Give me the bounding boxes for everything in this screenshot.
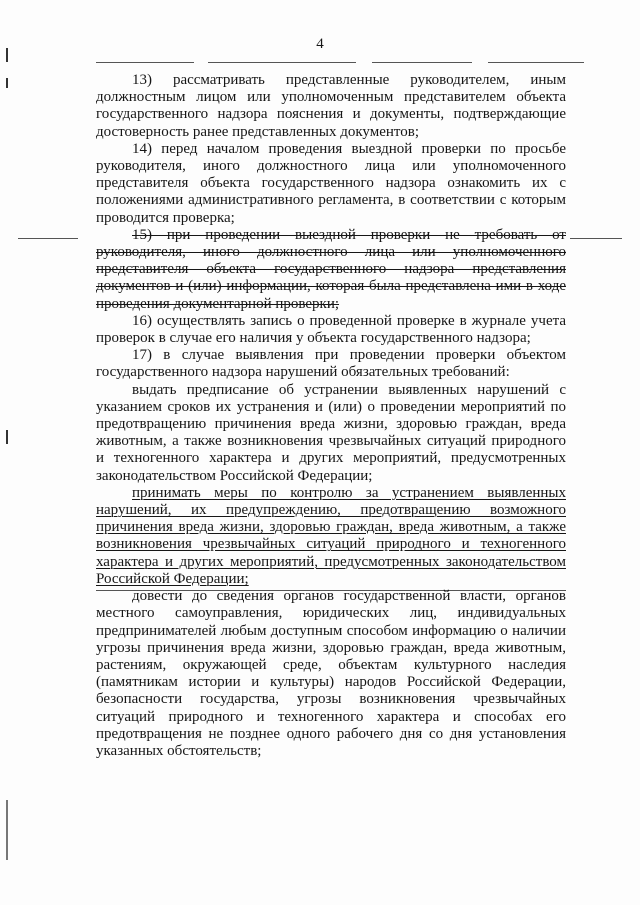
paragraph-16: 16) осуществлять запись о проведенной проверке в журнале учета проверок в случае его наличия у объекта государственного надзора; bbox=[96, 312, 566, 347]
paragraph-17: 17) в случае выявления при проведении проверки объектом государственного надзора нарушений обязательных требований: bbox=[96, 347, 566, 381]
paragraph-17-control-measures-text: принимать меры по контролю за устранением выявленных нарушений, их предупреждению, предотвращению возможного причинения вреда жизни, здоровью граждан, вреда животным, а также возникновения чрезвычайных ситуаций природного и техногенного характера и других мероприятий, предусмотренных законодательством Российской Федерации; bbox=[96, 484, 566, 587]
scan-line-left-mark bbox=[18, 238, 78, 239]
edge-mark-3 bbox=[6, 430, 8, 444]
paragraph-17-control-measures bbox=[96, 485, 566, 588]
edge-mark-2 bbox=[6, 78, 8, 88]
scan-line-top-left bbox=[96, 62, 194, 63]
page-number: 4 bbox=[316, 36, 324, 52]
paragraph-15-text: 15) при проведении выездной проверки не требовать от руководителя, иного должностного лица или уполномоченного представителя объекта государственного надзора представления документов и (или) информации, которая была представлена ими в ходе проведения документарной проверки; bbox=[96, 226, 566, 312]
scan-line-top-mid2 bbox=[372, 62, 472, 63]
paragraph-17-issue-order: выдать предписание об устранении выявленных нарушений с указанием сроков их устранения и (или) о проведении мероприятий по предотвращению причинения вреда жизни, здоровью граждан, вреда животным, а также возникновения чрезвычайных ситуаций природного и техногенного характера и других мероприятий, предусмотренных законодательством Российской Федерации; bbox=[96, 381, 566, 484]
scan-line-right-mark bbox=[570, 238, 622, 239]
edge-mark-4 bbox=[6, 800, 8, 860]
document-body bbox=[96, 72, 566, 760]
paragraph-13: 13) рассматривать представленные руководителем, иным должностным лицом или уполномоченным представителем объекта государственного надзора пояснения и документы, подтверждающие достоверность ранее представленных документов; bbox=[96, 72, 566, 140]
scan-line-top-right bbox=[488, 62, 584, 63]
scan-line-top-mid bbox=[208, 62, 356, 63]
edge-mark-1 bbox=[6, 48, 8, 62]
paragraph-14: 14) перед началом проведения выездной проверки по просьбе руководителя, иного должностного лица или уполномоченного представителя объекта государственного надзора ознакомить их с положениями административного регламента, в соответствии с которым проводится проверка; bbox=[96, 140, 566, 226]
paragraph-15 bbox=[96, 227, 566, 313]
paragraph-17-notify: довести до сведения органов государственной власти, органов местного самоуправления, юридических лиц, индивидуальных предпринимателей любым доступным способом информацию о наличии угрозы причинения вреда жизни, здоровью граждан, вреда животным, растениям, окружающей среде, объектам культурного наследия (памятникам истории и культуры) народов Российской Федерации, безопасности государства, угрозы возникновения чрезвычайных ситуаций природного и техногенного характера и способах его предотвращения не позднее одного рабочего дня со дня установления указанных обстоятельств; bbox=[96, 588, 566, 759]
